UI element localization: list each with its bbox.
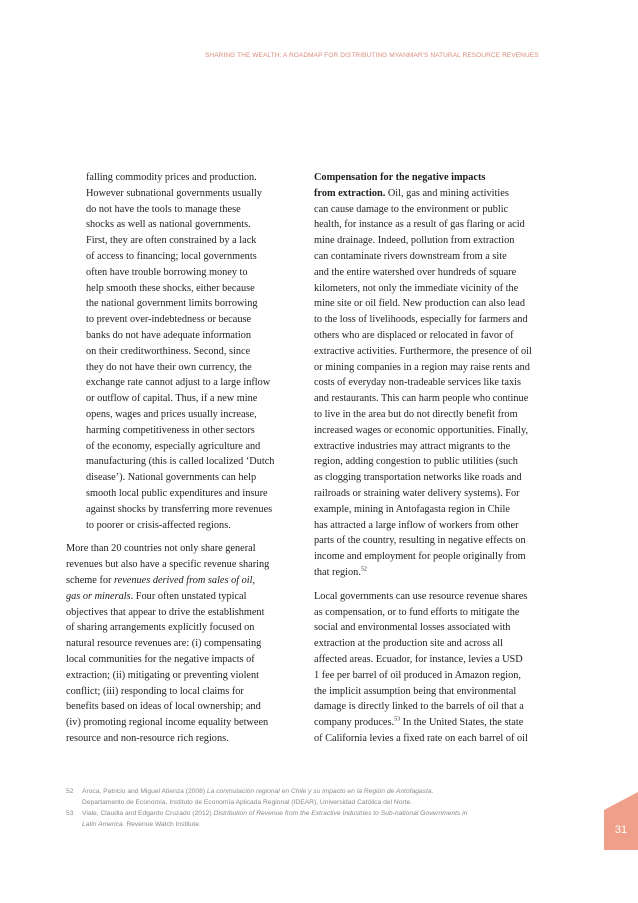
paragraph-compensation bbox=[314, 170, 546, 581]
text-line: region, adding congestion to public utilities (such bbox=[314, 456, 518, 468]
text-line: to the loss of livelihoods, especially for farmers and bbox=[314, 314, 528, 326]
text-block bbox=[314, 202, 546, 565]
text-line: often have trouble borrowing money to bbox=[86, 266, 248, 278]
text-line: income and employment for people originally from bbox=[314, 551, 526, 563]
text-line: exchange rate cannot adjust to a large inflow bbox=[86, 377, 271, 389]
text-run: In the United States, the state bbox=[400, 717, 524, 729]
text-line: to poorer or crisis-affected regions. bbox=[86, 519, 231, 531]
text-line: as compensation, or to fund efforts to mitigate the bbox=[314, 606, 520, 618]
paragraph-local-governments bbox=[314, 589, 546, 747]
page-number: 31 bbox=[614, 824, 628, 836]
text-run: Aroca, Patricio and Miguel Atienza (2008) bbox=[82, 788, 207, 795]
footnotes bbox=[66, 786, 546, 830]
text-line: on their creditworthiness. Second, since bbox=[86, 345, 251, 357]
text-line: costs of everyday non-tradeable services like taxis bbox=[314, 377, 522, 389]
footnote-53-continued bbox=[66, 819, 546, 830]
text-line: do not have the tools to manage these bbox=[86, 203, 241, 215]
italic-text: gas or minerals bbox=[66, 590, 131, 602]
text-line bbox=[66, 573, 292, 589]
text-line: and the entire watershed over hundreds of square bbox=[314, 266, 517, 278]
running-header: SHARING THE WEALTH: A ROADMAP FOR DISTRIBUTING MYANMAR'S NATURAL RESOURCE REVENUES bbox=[205, 52, 539, 59]
text-block bbox=[66, 605, 292, 747]
text-line: they do not have their own currency, the bbox=[86, 361, 252, 373]
text-run: Oil, gas and mining activities bbox=[385, 187, 509, 199]
text-line: smooth local public expenditures and insure bbox=[86, 487, 268, 499]
text-line: against shocks by transferring more revenues bbox=[86, 503, 273, 515]
text-line: of sharing arrangements explicitly focused on bbox=[66, 622, 255, 634]
text-line: the implicit assumption being that environmental bbox=[314, 685, 517, 697]
text-line: extraction at the production site and across all bbox=[314, 638, 503, 650]
text-line: of access to financing; local governments bbox=[86, 250, 257, 262]
left-column bbox=[66, 170, 292, 747]
italic-text: revenues derived from sales of oil, bbox=[114, 574, 256, 586]
text-line: extraction; (ii) mitigating or preventing violent bbox=[66, 669, 260, 681]
text-line: 1 fee per barrel of oil produced in Amazon region, bbox=[314, 669, 522, 681]
text-line: can cause damage to the environment or public bbox=[314, 203, 509, 215]
text-line: increased wages or economic opportunities. Finally, bbox=[314, 424, 529, 436]
text-line: local communities for the negative impacts of bbox=[66, 653, 255, 665]
text-line: of the economy, especially agriculture and bbox=[86, 440, 261, 452]
text-run: Viale, Claudia and Edgardo Cruzado (2012) bbox=[82, 810, 214, 817]
text-line: manufacturing (this is called localized ‘Dutch bbox=[86, 456, 275, 468]
text-run: . Four often unstated typical bbox=[130, 590, 247, 602]
italic-text: Distribution of Revenue from the Extractive Industries to Sub-national Governments in bbox=[213, 810, 468, 817]
footnote-52-continued: Departamento de Economía, Instituto de Economía Aplicada Regional (IDEAR), Universidad Católica del Norte. bbox=[82, 799, 413, 806]
paragraph-revenue-sharing bbox=[66, 541, 292, 746]
section-heading-end: from extraction. bbox=[314, 187, 386, 199]
text-line: benefits based on ideas of local ownership; and bbox=[66, 701, 261, 713]
text-run: . Revenue Watch Institute. bbox=[122, 821, 201, 828]
text-run: that region. bbox=[314, 566, 361, 578]
text-line: or outflow of capital. Thus, if a new mine bbox=[86, 393, 258, 405]
text-line: health, for instance as a result of gas flaring or acid bbox=[314, 219, 525, 231]
text-line: of California levies a fixed rate on each barrel of oil bbox=[314, 732, 528, 744]
text-line: help smooth these shocks, either because bbox=[86, 282, 255, 294]
text-block bbox=[314, 589, 546, 715]
text-line: falling commodity prices and production. bbox=[86, 172, 257, 183]
text-line: (iv) promoting regional income equality between bbox=[66, 717, 269, 729]
text-run: scheme for bbox=[66, 574, 115, 586]
text-line: opens, wages and prices usually increase, bbox=[86, 408, 257, 420]
text-line: First, they are often constrained by a lack bbox=[86, 235, 257, 247]
text-line: conflict; (iii) responding to local claims for bbox=[66, 685, 244, 697]
text-line: banks do not have adequate information bbox=[86, 329, 251, 341]
text-run: company produces. bbox=[314, 717, 395, 729]
text-line: harming competitiveness in other sectors bbox=[86, 424, 255, 436]
text-line bbox=[314, 715, 546, 731]
text-line: extractive industries may attract migrants to the bbox=[314, 440, 511, 452]
text-line: has attracted a large inflow of workers from other bbox=[314, 519, 519, 531]
page-tab-corner bbox=[604, 792, 638, 810]
italic-text: Latin America bbox=[82, 821, 123, 828]
text-line: However subnational governments usually bbox=[86, 187, 262, 199]
text-line: Local governments can use resource revenue shares bbox=[314, 590, 528, 602]
text-line: extractive activities. Furthermore, the presence of oil bbox=[314, 345, 532, 357]
text-line: More than 20 countries not only share general bbox=[66, 543, 256, 555]
text-line: revenues but also have a specific revenue sharing bbox=[66, 559, 270, 571]
footnote-53 bbox=[66, 808, 546, 819]
text-line: to prevent over-indebtedness or because bbox=[86, 314, 252, 326]
text-line: can contaminate rivers downstream from a site bbox=[314, 250, 507, 262]
text-line: the national government limits borrowing bbox=[86, 298, 258, 310]
text-line: as clogging transportation networks like roads and bbox=[314, 472, 522, 484]
footnote-number: 52 bbox=[66, 788, 74, 795]
text-line: kilometers, not only the immediate vicinity of the bbox=[314, 282, 519, 294]
text-line: parts of the country, resulting in negative effects on bbox=[314, 535, 526, 547]
text-line: natural resource revenues are: (i) compensating bbox=[66, 638, 262, 650]
text-line: resource and non-resource rich regions. bbox=[66, 732, 229, 744]
text-line: shocks as well as national governments. bbox=[86, 219, 251, 231]
indented-paragraph bbox=[66, 170, 292, 533]
text-line: to live in the area but do not directly benefit from bbox=[314, 408, 518, 420]
text-run: . bbox=[431, 788, 434, 795]
text-line: example, mining in Antofagasta region in Chile bbox=[314, 503, 510, 515]
footnote-number: 53 bbox=[66, 810, 74, 817]
text-line: or mining companies in a region may raise rents and bbox=[314, 361, 530, 373]
text-line: objectives that appear to drive the establishment bbox=[66, 606, 265, 618]
text-line: damage is directly linked to the barrels of oil that a bbox=[314, 701, 524, 713]
text-line: social and environmental losses associated with bbox=[314, 622, 511, 634]
footnote-ref-52[interactable]: 52 bbox=[360, 566, 367, 573]
text-line: affected areas. Ecuador, for instance, levies a USD bbox=[314, 653, 523, 665]
text-line: railroads or straining water delivery systems). For bbox=[314, 487, 520, 499]
text-line bbox=[66, 589, 292, 605]
text-line: others who are displaced or relocated in favor of bbox=[314, 329, 514, 341]
section-heading: Compensation for the negative impacts bbox=[314, 172, 486, 183]
text-line: and restaurants. This can harm people who continue bbox=[314, 393, 529, 405]
footnote-ref-53[interactable]: 53 bbox=[394, 716, 401, 723]
text-line bbox=[314, 186, 546, 202]
text-line: mine drainage. Indeed, pollution from extraction bbox=[314, 235, 515, 247]
italic-text: La conmutación regional en Chile y su impacto en la Región de Antofagasta bbox=[206, 788, 432, 795]
text-line bbox=[314, 565, 546, 581]
text-line: disease’). National governments can help bbox=[86, 472, 257, 484]
text-line: mine site or oil field. New production can also lead bbox=[314, 298, 526, 310]
right-column bbox=[314, 170, 546, 747]
footnote-52 bbox=[66, 786, 546, 797]
